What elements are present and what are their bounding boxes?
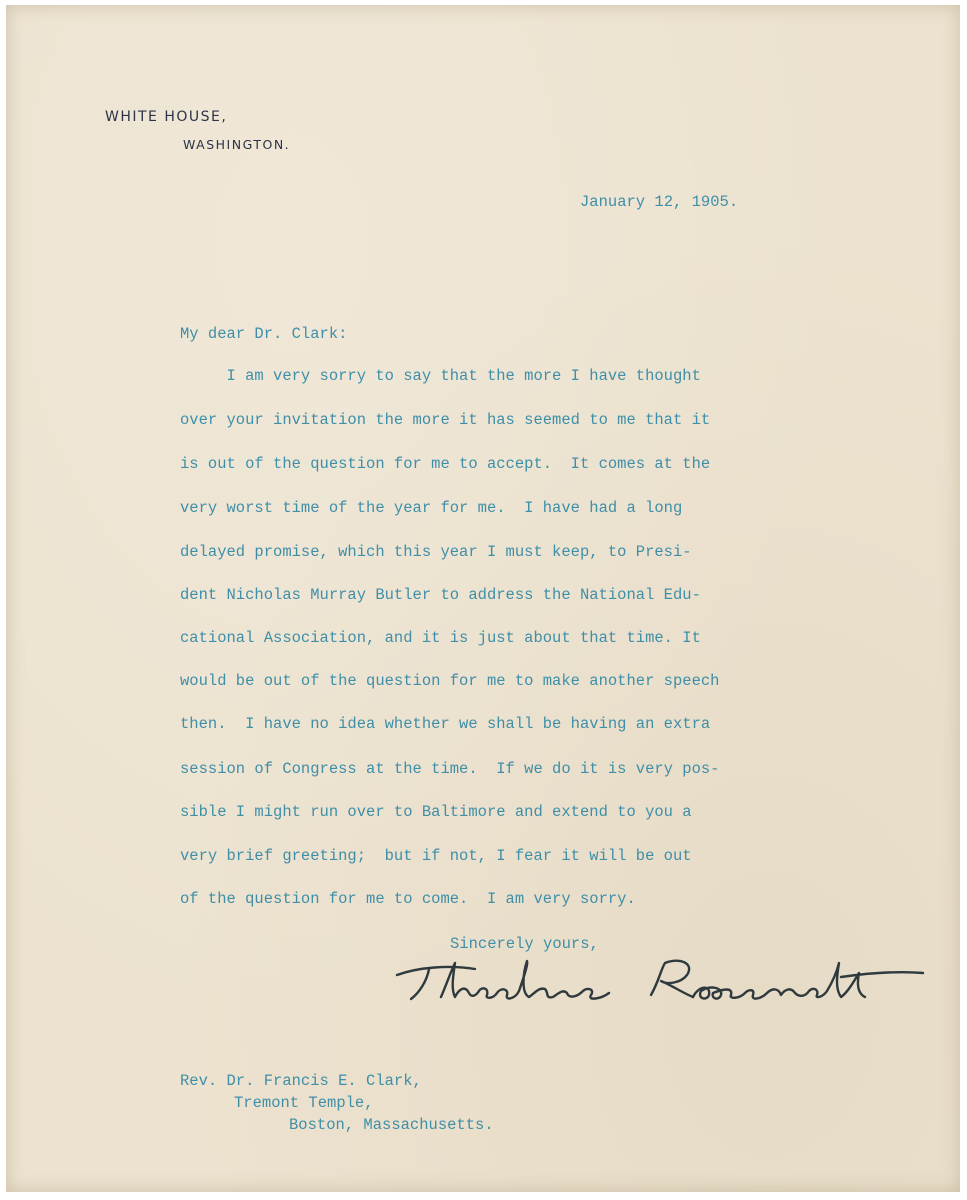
address-line-1: Rev. Dr. Francis E. Clark,	[180, 1072, 422, 1090]
body-line-8: would be out of the question for me to make another speech	[180, 672, 720, 690]
address-line-3: Boston, Massachusetts.	[289, 1116, 494, 1134]
body-line-12: very brief greeting; but if not, I fear it will be out	[180, 847, 692, 865]
body-line-2: over your invitation the more it has seemed to me that it	[180, 411, 711, 429]
body-line-3: is out of the question for me to accept. It comes at the	[180, 455, 711, 473]
body-line-9: then. I have no idea whether we shall be having an extra	[180, 715, 711, 733]
body-line-5: delayed promise, which this year I must keep, to Presi-	[180, 543, 692, 561]
body-line-1: I am very sorry to say that the more I have thought	[180, 367, 701, 385]
signature-theodore-roosevelt	[389, 953, 929, 1013]
salutation: My dear Dr. Clark:	[180, 325, 348, 343]
letterhead-white-house: WHITE HOUSE,	[105, 109, 228, 125]
body-line-7: cational Association, and it is just about that time. It	[180, 629, 701, 647]
body-line-4: very worst time of the year for me. I have had a long	[180, 499, 683, 517]
closing: Sincerely yours,	[450, 935, 599, 953]
letter-date: January 12, 1905.	[580, 193, 739, 211]
body-line-13: of the question for me to come. I am very sorry.	[180, 890, 636, 908]
body-line-10: session of Congress at the time. If we do it is very pos-	[180, 760, 720, 778]
body-line-6: dent Nicholas Murray Butler to address the National Edu-	[180, 586, 701, 604]
body-line-11: sible I might run over to Baltimore and extend to you a	[180, 803, 692, 821]
letter-paper	[6, 5, 960, 1192]
letterhead-washington: WASHINGTON.	[183, 137, 291, 152]
address-line-2: Tremont Temple,	[234, 1094, 374, 1112]
